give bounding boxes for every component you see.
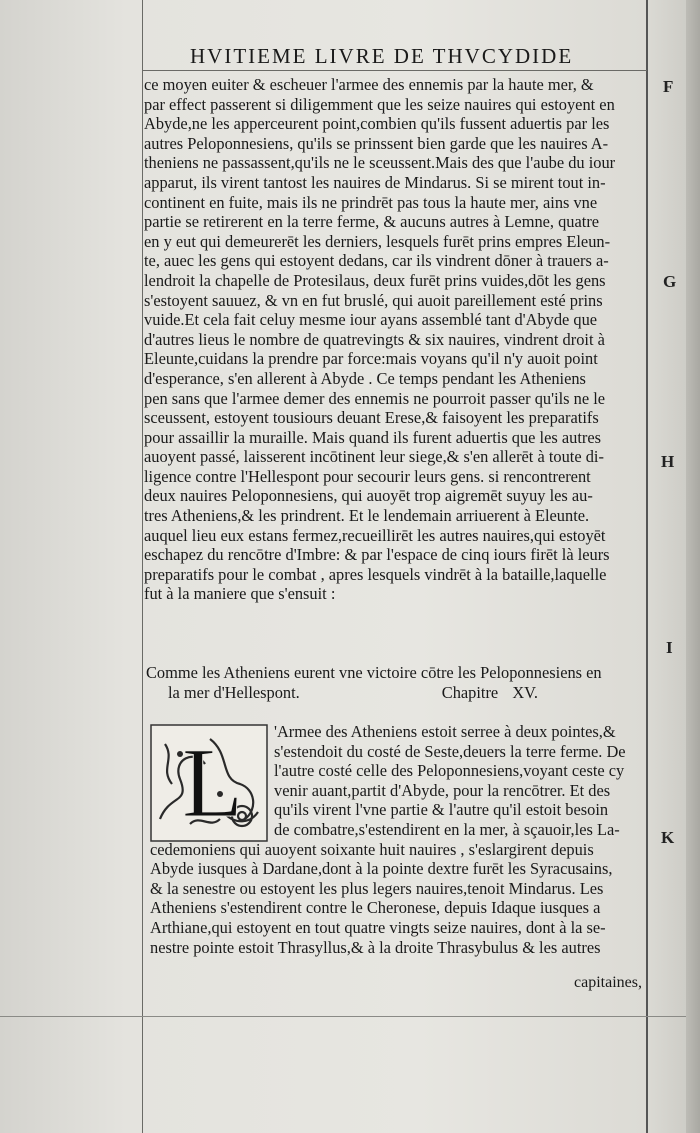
chapter-text-line: l'autre costé celle des Peloponnesiens,voyant ceste cy: [274, 761, 625, 781]
text-line: eschapez du rencōtre d'Imbre: & par l'espace de cinq iours firēt là leurs: [144, 545, 610, 565]
text-line: apparut, ils virent tantost les nauires de Mindarus. Si se mirent tout in-: [144, 172, 606, 192]
footer-rule: [0, 1016, 700, 1017]
left-margin-rule: [142, 0, 143, 1133]
chapter-text-line: de combatre,s'estendirent en la mer, à sçauoir,les La-: [274, 819, 620, 839]
chapter-text-line: s'estendoit du costé de Seste,deuers la terre ferme. De: [274, 741, 626, 761]
chapter-text-line: qu'ils virent l'vne partie & l'autre qu'il estoit besoin: [274, 800, 609, 820]
margin-letter-f: F: [663, 77, 674, 96]
chapter-label-group: [442, 683, 538, 703]
text-line: autres Peloponnesiens, qu'ils se prinssent bien garde que les nauires A-: [144, 133, 609, 153]
text-line: s'estoyent sauuez, & vn en fut bruslé, qui auoit pareillement esté prins: [144, 290, 603, 310]
chapter-body: [150, 722, 656, 957]
chapter-text-line: cedemoniens qui auoyent soixante huit nauires , s'eslargirent depuis: [150, 839, 594, 859]
text-line: auoyent passé, laisserent incōtinent leur siege,& s'en allerēt à toute di-: [144, 447, 604, 467]
chapter-text-line: Abyde iusques à Dardane,dont à la pointe dextre furēt les Syracusains,: [150, 859, 613, 879]
text-line: theniens ne passassent,qu'ils ne le sceussent.Mais des que l'aube du iour: [144, 153, 616, 173]
text-line: en y eut qui demeurerēt les derniers, lesquels furēt prins empres Eleun-: [144, 231, 611, 251]
text-line: sceussent, estoyent tousiours deuant Erese,& faisoyent les preparatifs: [144, 408, 599, 428]
text-line: d'autres lieus le nombre de quatrevingts & six nauires, vindrent droit à: [144, 329, 605, 349]
chapter-text-line: Atheniens s'estendirent contre le Cheronese, depuis Idaque iusques a: [150, 898, 601, 918]
text-line: tres Atheniens,& les prindrent. Et le lendemain arriuerent à Eleunte.: [144, 506, 590, 526]
text-line: ligence contre l'Hellespont pour secourir leurs gens. si rencontrerent: [144, 466, 591, 486]
chapter-heading-line2: la mer d'Hellespont.: [168, 683, 300, 702]
text-line: pour assaillir la muraille. Mais quand ils furent aduertis que les autres: [144, 427, 601, 447]
text-line: d'esperance, s'en allerent à Abyde . Ce temps pendant les Atheniens: [144, 368, 586, 388]
margin-letter-k: K: [661, 828, 675, 847]
catchword: capitaines,: [574, 974, 642, 991]
text-line: lendroit la chapelle de Protesilaus, deux furēt prins vuides,dōt les gens: [144, 270, 606, 290]
text-line: fut à la maniere que s'ensuit :: [144, 584, 336, 604]
text-line: deux nauires Peloponnesiens, qui auoyēt trop aigremēt suyuy les au-: [144, 486, 593, 506]
margin-letter-g: G: [663, 272, 677, 291]
text-line: Abyde,ne les apperceurent point,combien qu'ils fussent aduertis par les: [144, 114, 610, 134]
text-line: pen sans que l'armee demer des ennemis ne pourroit passer qu'ils ne le: [144, 388, 606, 408]
text-line: auquel lieu eux estans fermez,recueillirēt les autres nauires,qui estoyēt: [144, 525, 606, 545]
chapter-heading-line1: Comme les Atheniens eurent vne victoire cōtre les Peloponnesiens en: [146, 663, 602, 682]
text-line: te, auec les gens qui estoyent dedans, car ils vindrent dōner à trauers a-: [144, 251, 609, 271]
text-line: continent en fuite, mais ils ne prindrēt pas tous la haute mer, ains vne: [144, 192, 598, 212]
text-line: par effect passerent si diligemment que les seize nauires qui estoyent en: [144, 94, 615, 114]
initial-letter: L: [182, 727, 244, 838]
spacer: [300, 683, 442, 703]
page-edge: [686, 0, 700, 1133]
chapter-heading-line2-row: [146, 683, 656, 703]
header-rule: [142, 70, 647, 71]
margin-letter-h: H: [661, 452, 675, 471]
chapter-number: XV.: [512, 683, 538, 702]
text-line: partie se retirerent en la terre ferme, & aucuns autres à Lemne, quatre: [144, 212, 600, 232]
margin-letter-i: I: [666, 638, 673, 657]
running-head: HVITIEME LIVRE DE THVCYDIDE: [190, 44, 574, 68]
chapter-heading: [146, 663, 656, 703]
chapter-text-line: Arthiane,qui estoyent en tout quatre vingts seize nauires, dont à la se-: [150, 917, 606, 937]
chapter-text-line: nestre pointe estoit Thrasyllus,& à la droite Thrasybulus & les autres: [150, 937, 601, 957]
text-line: Eleunte,cuidans la prendre par force:mais voyans qu'il n'y auoit point: [144, 349, 598, 369]
body-text: [144, 75, 656, 604]
chapter-label: Chapitre: [441, 683, 499, 702]
text-line: preparatifs pour le combat , apres lesquels vindrēt à la bataille,laquelle: [144, 564, 607, 584]
text-line: vuide.Et cela fait celuy mesme iour ayans assemblé tant d'Abyde que: [144, 310, 598, 330]
text-line: ce moyen euiter & escheuer l'armee des ennemis par la haute mer, &: [144, 75, 594, 94]
chapter-text-line: & la senestre ou estoyent les plus legers nauires,tenoit Mindarus. Les: [150, 878, 604, 898]
chapter-text-line: venir auant,partit d'Abyde, pour la rencōtrer. Et des: [274, 780, 611, 800]
chapter-text-line: 'Armee des Atheniens estoit serree à deux pointes,&: [274, 722, 616, 741]
